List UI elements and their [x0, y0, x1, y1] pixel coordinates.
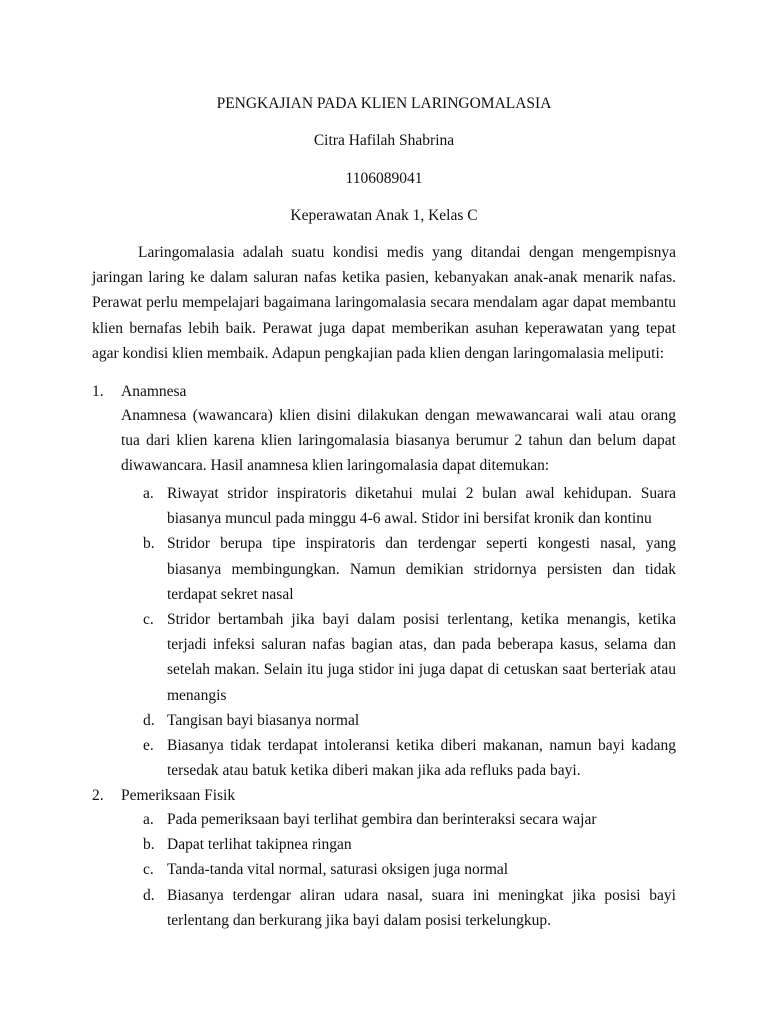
section-2-list [121, 807, 676, 933]
list-item [121, 481, 676, 531]
list-marker: b. [143, 535, 155, 553]
list-marker: b. [143, 836, 155, 854]
section-1-body: Anamnesa (wawancara) klien disini dilakukan dengan mewawancarai wali atau orang tua dari klien karena klien laringomalasia biasanya berumur 2 tahun dan belum dapat diwawancara. Hasil anamnesa klien laringomalasia dapat ditemukan: [121, 407, 676, 475]
list-item-text: Pada pemeriksaan bayi terlihat gembira dan berinteraksi secara wajar [167, 811, 597, 828]
list-marker: e. [143, 737, 154, 755]
list-item [121, 832, 676, 857]
section-2-heading [92, 786, 676, 806]
list-marker: a. [143, 811, 154, 828]
course-info: Keperawatan Anak 1, Kelas C [290, 207, 478, 224]
section-1-list [121, 481, 676, 783]
intro-paragraph: Laringomalasia adalah suatu kondisi medis yang ditandai dengan mengempisnya jaringan laring ke dalam saluran nafas ketika pasien, kebanyakan anak-anak menarik nafas. Perawat perlu mempelajari bagaimana laringomalasia secara mendalam agar dapat membantu klien bernafas lebih baik. Perawat juga dapat memberikan asuhan keperawatan yang tepat agar kondisi klien membaik. Adapun pengkajian pada klien dengan laringomalasia meliputi: [92, 244, 676, 362]
document-title: PENGKAJIAN PADA KLIEN LARINGOMALASIA [216, 95, 552, 112]
student-id: 1106089041 [345, 170, 423, 187]
list-item-text: Biasanya tidak terdapat intoleransi ketika diberi makanan, namun bayi kadang tersedak atau batuk ketika diberi makan jika ada refluks pada bayi. [167, 737, 676, 780]
section-1-title: Anamnesa [121, 383, 187, 400]
list-marker: d. [143, 886, 155, 904]
list-item [121, 807, 676, 832]
list-item-text: Dapat terlihat takipnea ringan [167, 836, 352, 854]
list-marker: a. [143, 485, 154, 502]
list-item-text: Riwayat stridor inspiratoris diketahui mulai 2 bulan awal kehidupan. Suara biasanya muncul pada minggu 4-6 awal. Stidor ini bersifat kronik dan kontinu [167, 485, 676, 528]
list-item [121, 708, 676, 733]
list-item-text: Tanda-tanda vital normal, saturasi oksigen juga normal [167, 861, 509, 879]
section-1-number: 1. [92, 383, 104, 400]
section-1-heading [92, 382, 676, 402]
list-marker: c. [143, 611, 154, 629]
list-item-text: Stridor berupa tipe inspiratoris dan terdengar seperti kongesti nasal, yang biasanya membingungkan. Namun demikian stridornya persisten dan tidak terdapat sekret nasal [167, 535, 676, 603]
list-item [121, 857, 676, 882]
list-item-text: Stridor bertambah jika bayi dalam posisi terlentang, ketika menangis, ketika terjadi infeksi saluran nafas bagian atas, dan pada beberapa kasus, selama dan setelah makan. Selain itu juga stidor ini juga dapat di cetuskan saat berteriak atau menangis [167, 611, 676, 704]
list-item [121, 733, 676, 783]
section-2-title: Pemeriksaan Fisik [121, 787, 236, 804]
list-marker: d. [143, 711, 155, 729]
author-name: Citra Hafilah Shabrina [313, 132, 455, 149]
list-item [121, 607, 676, 708]
list-item [121, 531, 676, 607]
section-2-number: 2. [92, 787, 104, 804]
list-marker: c. [143, 861, 154, 879]
list-item-text: Biasanya terdengar aliran udara nasal, suara ini meningkat jika posisi bayi terlentang dan berkurang jika bayi dalam posisi terkelungkup. [167, 886, 676, 929]
list-item [121, 883, 676, 933]
list-item-text: Tangisan bayi biasanya normal [167, 711, 360, 729]
